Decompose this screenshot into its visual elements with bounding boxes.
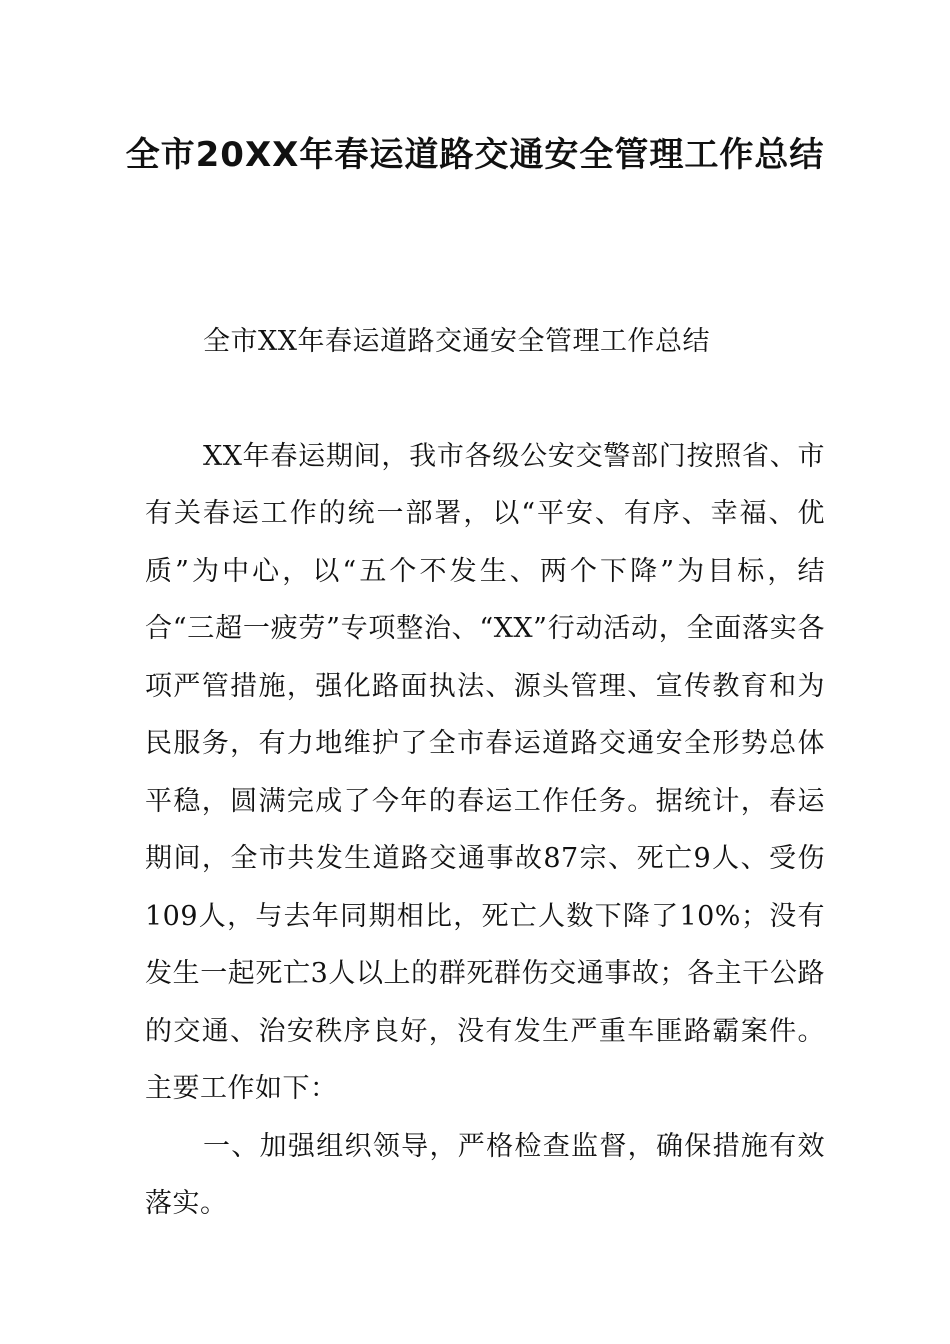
body-paragraph-1: XX年春运期间，我市各级公安交警部门按照省、市有关春运工作的统一部署，以“平安、有序、幸福、优质”为中心，以“五个不发生、两个下降”为目标，结合“三超一疲劳”专项整治、“XX”行动活动，全面落实各项严管措施，强化路面执法、源头管理、宣传教育和为民服务，有力地维护了全市春运道路交通安全形势总体平稳，圆满完成了今年的春运工作任务。据统计，春运期间，全市共发生道路交通事故87宗、死亡9人、受伤109人，与去年同期相比，死亡人数下降了10%；没有发生一起死亡3人以上的群死群伤交通事故；各主干公路的交通、治安秩序良好，没有发生严重车匪路霸案件。主要工作如下：	[145, 440, 825, 1104]
body-paragraph-2: 一、加强组织领导，严格检查监督，确保措施有效落实。	[145, 1130, 825, 1219]
document-body	[145, 313, 825, 1233]
document-title: 全市20XX年春运道路交通安全管理工作总结	[125, 135, 825, 175]
document-subtitle: 全市XX年春运道路交通安全管理工作总结	[203, 326, 710, 357]
